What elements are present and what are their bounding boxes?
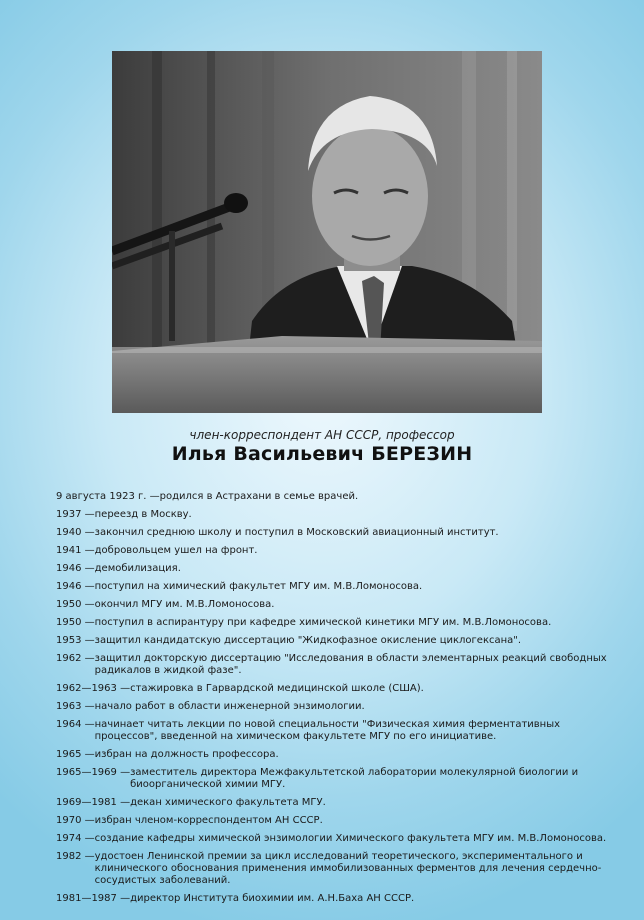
timeline-date: 1970 —	[56, 815, 95, 826]
timeline-text: декан химического факультета МГУ.	[130, 797, 326, 808]
timeline-text: поступил на химический факультет МГУ им. М.В.Ломоносова.	[94, 581, 423, 592]
timeline-entry	[56, 851, 616, 887]
timeline-date: 1963 —	[56, 701, 95, 712]
timeline-date: 1974 —	[56, 833, 95, 844]
timeline-entry	[56, 527, 616, 539]
timeline-text: удостоен Ленинской премии за цикл исследований теоретического, экспериментального и клинического обоснования применения иммобилизованных ферментов для лечения сердечно-сосудистых заболеваний.	[94, 851, 602, 886]
timeline-text: защитил кандидатскую диссертацию "Жидкофазное окисление циклогексана".	[94, 635, 522, 646]
timeline-text: заместитель директора Межфакультетской лаборатории молекулярной биологии и биоорганической химии МГУ.	[130, 767, 579, 790]
timeline-entry	[56, 767, 616, 791]
timeline-date: 1962 —	[56, 653, 95, 664]
timeline-text: директор Института биохимии им. А.Н.Баха АН СССР.	[130, 893, 415, 904]
timeline-text: переезд в Москву.	[94, 509, 192, 520]
timeline-entry	[56, 815, 616, 827]
person-name: Илья Васильевич БЕРЕЗИН	[171, 443, 473, 465]
timeline-entry	[56, 797, 616, 809]
timeline-date: 1981—1987 —	[56, 893, 131, 904]
timeline-date: 1946 —	[56, 581, 95, 592]
timeline-date: 1962—1963 —	[56, 683, 131, 694]
timeline-date: 1969—1981 —	[56, 797, 131, 808]
timeline-date: 1953 —	[56, 635, 95, 646]
timeline-text: закончил среднюю школу и поступил в Московский авиационный институт.	[94, 527, 499, 538]
biography-timeline	[56, 491, 616, 911]
timeline-text: избран на должность профессора.	[94, 749, 279, 760]
timeline-date: 1937 —	[56, 509, 95, 520]
timeline-entry	[56, 749, 616, 761]
timeline-date: 1946 —	[56, 563, 95, 574]
timeline-date: 1964 —	[56, 719, 95, 730]
timeline-text: родился в Астрахани в семье врачей.	[159, 491, 359, 502]
timeline-date: 1950 —	[56, 617, 95, 628]
timeline-date: 1982 —	[56, 851, 95, 862]
timeline-entry	[56, 599, 616, 611]
subtitle: член-корреспондент АН СССР, профессор	[189, 428, 455, 442]
timeline-entry	[56, 893, 616, 905]
portrait-illustration	[112, 51, 542, 413]
timeline-entry	[56, 635, 616, 647]
timeline-entry	[56, 563, 616, 575]
timeline-text: начинает читать лекции по новой специальности "Физическая химия ферментативных процессов", введенной на химическом факультете МГУ по его инициативе.	[94, 719, 561, 742]
timeline-text: начало работ в области инженерной энзимологии.	[94, 701, 365, 712]
timeline-entry	[56, 683, 616, 695]
timeline-date: 1950 —	[56, 599, 95, 610]
timeline-date: 9 августа 1923 г. —	[56, 491, 160, 502]
timeline-entry	[56, 719, 616, 743]
timeline-entry	[56, 545, 616, 557]
timeline-text: избран членом-корреспондентом АН СССР.	[94, 815, 323, 826]
timeline-entry	[56, 581, 616, 593]
timeline-text: поступил в аспирантуру при кафедре химической кинетики МГУ им. М.В.Ломоносова.	[94, 617, 552, 628]
timeline-text: создание кафедры химической энзимологии Химического факультета МГУ им. М.В.Ломоносова.	[94, 833, 607, 844]
timeline-date: 1965 —	[56, 749, 95, 760]
timeline-entry	[56, 701, 616, 713]
timeline-text: окончил МГУ им. М.В.Ломоносова.	[94, 599, 275, 610]
timeline-entry	[56, 491, 616, 503]
timeline-date: 1940 —	[56, 527, 95, 538]
timeline-date: 1941 —	[56, 545, 95, 556]
timeline-entry	[56, 509, 616, 521]
timeline-text: демобилизация.	[94, 563, 181, 574]
timeline-text: защитил докторскую диссертацию "Исследования в области элементарных реакций свободных радикалов в жидкой фазе".	[94, 653, 607, 676]
timeline-entry	[56, 617, 616, 629]
timeline-text: стажировка в Гарвардской медицинской школе (США).	[130, 683, 424, 694]
timeline-entry	[56, 833, 616, 845]
timeline-date: 1965—1969 —	[56, 767, 131, 778]
portrait-photo	[112, 51, 542, 413]
timeline-text: добровольцем ушел на фронт.	[94, 545, 258, 556]
timeline-entry	[56, 653, 616, 677]
